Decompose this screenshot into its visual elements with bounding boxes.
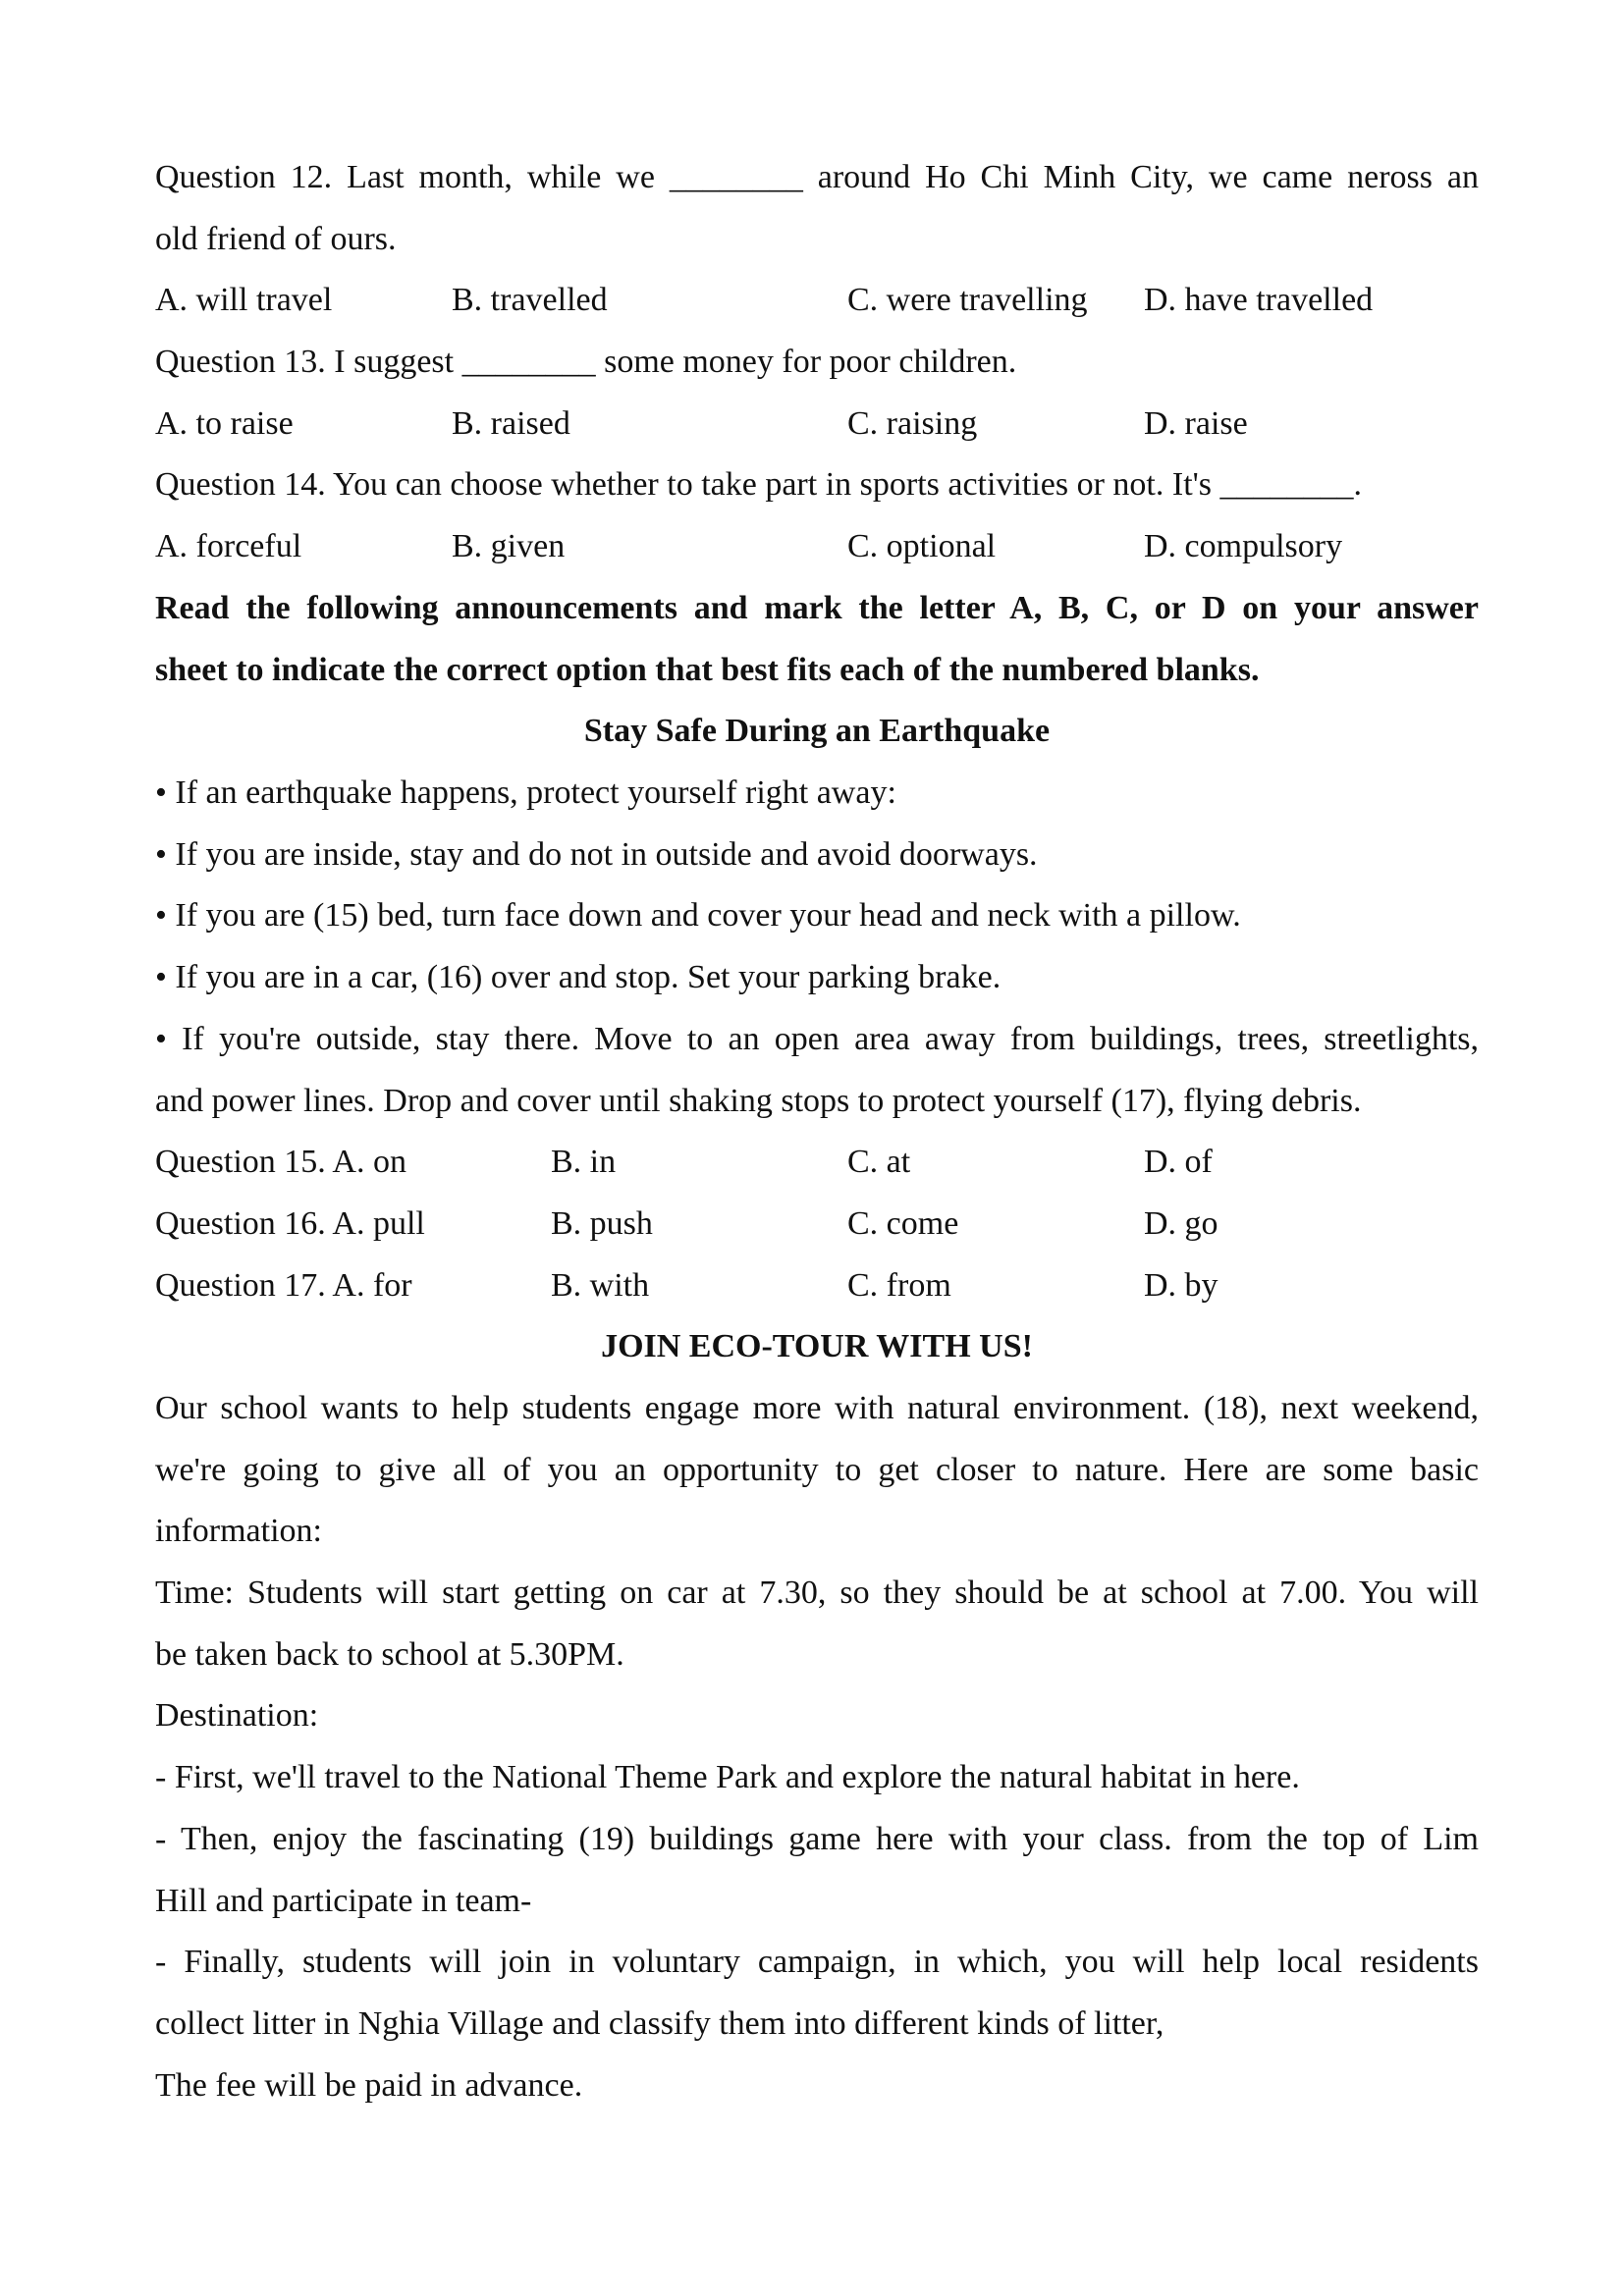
section-instruction: Read the following announcements and mark the letter A, B, C, or D on your answer	[155, 589, 1479, 626]
ecotour-title: JOIN ECO-TOUR WITH US!	[601, 1328, 1033, 1365]
option-c: C. optional	[847, 528, 997, 565]
ecotour-intro-continued: we're going to give all of you an opportunity to get closer to nature. Here are some basic	[155, 1451, 1479, 1488]
question-12-options	[155, 270, 1479, 332]
ecotour-fee: The fee will be paid in advance.	[155, 2066, 583, 2104]
ecotour-destination-finally: - Finally, students will join in voluntary campaign, in which, you will help local residents	[155, 1944, 1479, 1981]
option-c: C. from	[847, 1266, 951, 1304]
option-d: D. compulsory	[1144, 528, 1343, 565]
option-c: C. were travelling	[847, 282, 1088, 319]
option-d: D. by	[1144, 1266, 1218, 1304]
option-b: B. travelled	[452, 282, 608, 319]
ecotour-destination-label: Destination:	[155, 1697, 319, 1735]
ecotour-destination-first: - First, we'll travel to the National Theme Park and explore the natural habitat in here.	[155, 1759, 1300, 1796]
option-c: C. come	[847, 1204, 959, 1242]
option-d: D. raise	[1144, 404, 1248, 442]
earthquake-bullet: • If you are in a car, (16) over and stop. Set your parking brake.	[155, 959, 1001, 996]
ecotour-time: Time: Students will start getting on car at 7.30, so they should be at school at 7.00. You will	[155, 1575, 1479, 1612]
document-page	[155, 147, 1479, 2116]
question-17-row	[155, 1255, 1479, 1317]
earthquake-bullet: • If you are inside, stay and do not in outside and avoid doorways.	[155, 835, 1038, 873]
option-d: D. have travelled	[1144, 282, 1374, 319]
option-d: D. of	[1144, 1144, 1213, 1181]
ecotour-intro: Our school wants to help students engage more with natural environment. (18), next weekend,	[155, 1389, 1479, 1426]
question-16-label: Question 16. A. pull	[155, 1204, 425, 1242]
option-b: B. in	[551, 1144, 617, 1181]
ecotour-destination-then: - Then, enjoy the fascinating (19) buildings game here with your class. from the top of Lim	[155, 1820, 1479, 1857]
question-13-options	[155, 394, 1479, 455]
option-a: A. will travel	[155, 282, 333, 319]
question-15-row	[155, 1132, 1479, 1194]
earthquake-title: Stay Safe During an Earthquake	[583, 713, 1051, 750]
question-12-stem-continued: old friend of ours.	[155, 220, 397, 257]
earthquake-bullet: • If an earthquake happens, protect yourself right away:	[155, 774, 896, 811]
option-b: B. raised	[452, 404, 570, 442]
ecotour-destination-then-continued: Hill and participate in team-	[155, 1882, 532, 1919]
ecotour-intro-end: information:	[155, 1513, 322, 1550]
earthquake-bullet: • If you're outside, stay there. Move to an open area away from buildings, trees, streetlights,	[155, 1020, 1479, 1057]
question-14-options	[155, 516, 1479, 578]
earthquake-bullet: • If you are (15) bed, turn face down and cover your head and neck with a pillow.	[155, 897, 1241, 934]
option-d: D. go	[1144, 1204, 1218, 1242]
ecotour-destination-finally-continued: collect litter in Nghia Village and classify them into different kinds of litter,	[155, 2005, 1164, 2042]
option-b: B. with	[551, 1266, 650, 1304]
question-12-stem: Question 12. Last month, while we ________ around Ho Chi Minh City, we came neross an	[155, 159, 1479, 195]
option-c: C. at	[847, 1144, 911, 1181]
question-16-row	[155, 1194, 1479, 1255]
earthquake-bullet-continued: and power lines. Drop and cover until shaking stops to protect yourself (17), flying debris.	[155, 1082, 1362, 1119]
question-15-label: Question 15. A. on	[155, 1144, 406, 1181]
question-14-stem: Question 14. You can choose whether to take part in sports activities or not. It's ________.	[155, 466, 1362, 504]
option-a: A. forceful	[155, 528, 302, 565]
question-17-label: Question 17. A. for	[155, 1266, 412, 1304]
option-a: A. to raise	[155, 404, 294, 442]
question-13-stem: Question 13. I suggest ________ some money for poor children.	[155, 344, 1017, 381]
section-instruction-continued: sheet to indicate the correct option that best fits each of the numbered blanks.	[155, 651, 1260, 688]
ecotour-time-continued: be taken back to school at 5.30PM.	[155, 1635, 624, 1673]
option-b: B. push	[551, 1204, 653, 1242]
option-b: B. given	[452, 528, 566, 565]
option-c: C. raising	[847, 404, 978, 442]
